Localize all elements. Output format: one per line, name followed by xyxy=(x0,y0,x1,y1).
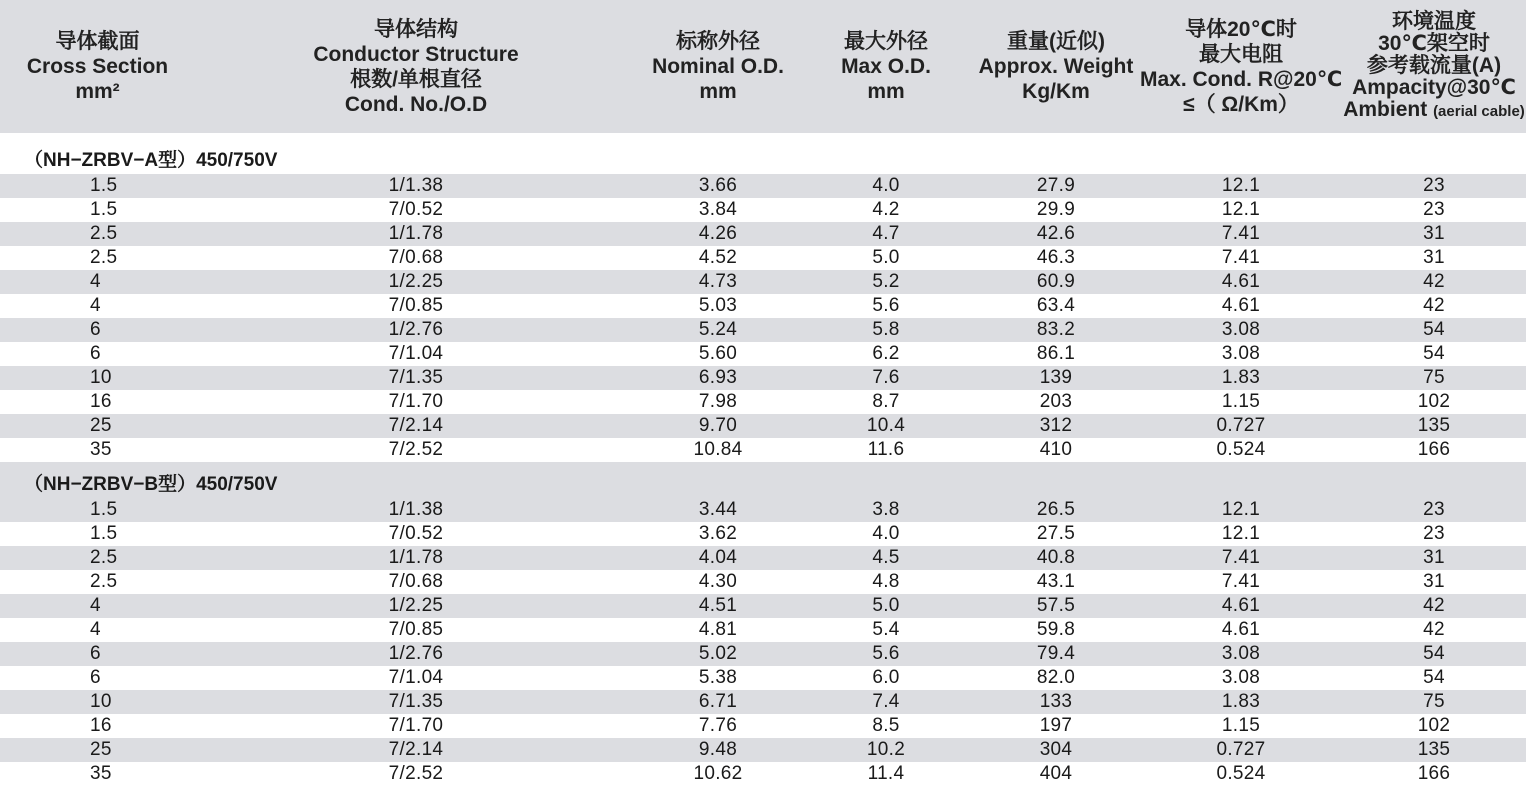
table-cell: 3.8 xyxy=(872,499,900,520)
table-cell: 9.48 xyxy=(698,739,738,760)
table-cell: 7/1.70 xyxy=(388,715,444,736)
table-cell: 12.1 xyxy=(1221,199,1261,220)
table-cell: 12.1 xyxy=(1221,499,1261,520)
table-cell: 166 xyxy=(1417,439,1451,460)
table-row xyxy=(0,666,1526,690)
table-cell: 5.0 xyxy=(872,595,900,616)
table-cell: 10.84 xyxy=(693,439,743,460)
table-cell: 5.24 xyxy=(698,319,738,340)
table-cell: 4.5 xyxy=(872,547,900,568)
table-cell: 16 xyxy=(90,715,112,736)
table-row xyxy=(0,690,1526,714)
table-cell: 7/0.85 xyxy=(388,619,444,640)
header-max-resistance: 导体20℃时 最大电阻 Max. Cond. R@20℃ ≤（ Ω/Km） xyxy=(1140,17,1343,116)
table-cell: 404 xyxy=(1039,763,1073,784)
table-cell: 6 xyxy=(90,643,101,664)
table-cell: 26.5 xyxy=(1036,499,1076,520)
table-cell: 4 xyxy=(90,595,101,616)
table-cell: 5.02 xyxy=(698,643,738,664)
table-cell: 43.1 xyxy=(1036,571,1076,592)
table-cell: 10 xyxy=(90,691,112,712)
table-cell: 5.0 xyxy=(872,247,900,268)
table-cell: 83.2 xyxy=(1036,319,1076,340)
table-cell: 4.51 xyxy=(698,595,738,616)
table-cell: 10.2 xyxy=(866,739,906,760)
table-cell: 1/2.76 xyxy=(388,643,444,664)
table-cell: 5.8 xyxy=(872,319,900,340)
table-cell: 4.26 xyxy=(698,223,738,244)
table-cell: 1.5 xyxy=(90,499,118,520)
table-cell: 25 xyxy=(90,415,112,436)
table-cell: 135 xyxy=(1417,415,1451,436)
table-cell: 57.5 xyxy=(1036,595,1076,616)
table-cell: 102 xyxy=(1417,391,1451,412)
table-cell: 31 xyxy=(1423,571,1445,592)
table-row xyxy=(0,174,1526,198)
table-cell: 2.5 xyxy=(90,547,118,568)
table-cell: 23 xyxy=(1423,175,1445,196)
table-cell: 63.4 xyxy=(1036,295,1076,316)
table-row xyxy=(0,498,1526,522)
table-cell: 7.76 xyxy=(698,715,738,736)
table-row xyxy=(0,318,1526,342)
table-cell: 135 xyxy=(1417,739,1451,760)
table-row xyxy=(0,522,1526,546)
table-cell: 10 xyxy=(90,367,112,388)
table-cell: 46.3 xyxy=(1036,247,1076,268)
table-cell: 29.9 xyxy=(1036,199,1076,220)
spacer-row xyxy=(0,133,1526,143)
table-cell: 410 xyxy=(1039,439,1073,460)
table-cell: 7/0.52 xyxy=(388,199,444,220)
header-max-od: 最大外径 Max O.D. mm xyxy=(841,30,931,103)
table-cell: 79.4 xyxy=(1036,643,1076,664)
section-title: （NH−ZRBV−A型）450/750V xyxy=(24,150,278,171)
table-cell: 166 xyxy=(1417,763,1451,784)
header-approx-weight: 重量(近似) Approx. Weight Kg/Km xyxy=(978,30,1134,103)
header-nominal-od: 标称外径 Nominal O.D. mm xyxy=(652,30,784,103)
table-cell: 7/1.04 xyxy=(388,343,444,364)
table-cell: 42 xyxy=(1423,295,1445,316)
table-row xyxy=(0,414,1526,438)
header-cross-section: 导体截面 Cross Section mm² xyxy=(26,30,169,103)
header-row xyxy=(0,0,1526,133)
table-cell: 4.61 xyxy=(1221,295,1261,316)
table-cell: 3.08 xyxy=(1221,319,1261,340)
table-cell: 7/1.35 xyxy=(388,691,444,712)
table-cell: 23 xyxy=(1423,523,1445,544)
table-cell: 42.6 xyxy=(1036,223,1076,244)
table-row xyxy=(0,642,1526,666)
table-cell: 5.6 xyxy=(872,643,900,664)
table-cell: 23 xyxy=(1423,499,1445,520)
table-cell: 35 xyxy=(90,439,112,460)
table-cell: 7/0.68 xyxy=(388,571,444,592)
table-cell: 4 xyxy=(90,271,101,292)
table-cell: 4.8 xyxy=(872,571,900,592)
table-row xyxy=(0,438,1526,462)
table-cell: 7.41 xyxy=(1221,223,1261,244)
table-cell: 82.0 xyxy=(1036,667,1076,688)
table-cell: 23 xyxy=(1423,199,1445,220)
table-cell: 1.5 xyxy=(90,523,118,544)
table-cell: 12.1 xyxy=(1221,523,1261,544)
table-cell: 6.93 xyxy=(698,367,738,388)
table-cell: 25 xyxy=(90,739,112,760)
table-cell: 5.4 xyxy=(872,619,900,640)
table-cell: 5.38 xyxy=(698,667,738,688)
table-cell: 7/2.14 xyxy=(388,415,444,436)
table-cell: 7.6 xyxy=(872,367,900,388)
table-row xyxy=(0,294,1526,318)
table-cell: 4.73 xyxy=(698,271,738,292)
table-cell: 4.2 xyxy=(872,199,900,220)
table-cell: 1/2.25 xyxy=(388,595,444,616)
table-cell: 3.62 xyxy=(698,523,738,544)
table-row xyxy=(0,270,1526,294)
table-cell: 7.98 xyxy=(698,391,738,412)
table-cell: 3.08 xyxy=(1221,343,1261,364)
table-cell: 86.1 xyxy=(1036,343,1076,364)
table-cell: 5.60 xyxy=(698,343,738,364)
table-cell: 7/0.68 xyxy=(388,247,444,268)
table-cell: 6 xyxy=(90,667,101,688)
table-cell: 1.15 xyxy=(1221,391,1261,412)
table-cell: 54 xyxy=(1423,667,1445,688)
table-cell: 4.61 xyxy=(1221,619,1261,640)
section-title: （NH−ZRBV−B型）450/750V xyxy=(24,474,278,495)
header-aerial-cable: (aerial cable) xyxy=(1433,102,1525,120)
table-cell: 4.04 xyxy=(698,547,738,568)
table-cell: 5.6 xyxy=(872,295,900,316)
table-cell: 5.03 xyxy=(698,295,738,316)
table-row xyxy=(0,594,1526,618)
header-conductor-structure: 导体结构 Conductor Structure 根数/单根直径 Cond. No./O.D xyxy=(313,17,519,116)
table-cell: 6 xyxy=(90,319,101,340)
table-cell: 35 xyxy=(90,763,112,784)
table-cell: 7.41 xyxy=(1221,571,1261,592)
table-row xyxy=(0,570,1526,594)
table-cell: 31 xyxy=(1423,223,1445,244)
table-row xyxy=(0,762,1526,786)
table-cell: 1.15 xyxy=(1221,715,1261,736)
table-cell: 10.62 xyxy=(693,763,743,784)
table-cell: 4.81 xyxy=(698,619,738,640)
table-row xyxy=(0,546,1526,570)
table-cell: 0.524 xyxy=(1216,763,1266,784)
table-cell: 54 xyxy=(1423,343,1445,364)
table-cell: 42 xyxy=(1423,619,1445,640)
table-cell: 3.08 xyxy=(1221,667,1261,688)
table-cell: 6.0 xyxy=(872,667,900,688)
table-cell: 60.9 xyxy=(1036,271,1076,292)
table-cell: 1.5 xyxy=(90,175,118,196)
table-cell: 6.71 xyxy=(698,691,738,712)
table-cell: 1/1.78 xyxy=(388,547,444,568)
table-cell: 4 xyxy=(90,619,101,640)
table-cell: 312 xyxy=(1039,415,1073,436)
table-cell: 102 xyxy=(1417,715,1451,736)
table-cell: 9.70 xyxy=(698,415,738,436)
table-cell: 75 xyxy=(1423,367,1445,388)
table-cell: 42 xyxy=(1423,595,1445,616)
table-body xyxy=(0,133,1526,786)
header-ambient: Ambient xyxy=(1343,97,1428,121)
table-row xyxy=(0,390,1526,414)
table-cell: 4.7 xyxy=(872,223,900,244)
table-cell: 3.84 xyxy=(698,199,738,220)
table-cell: 2.5 xyxy=(90,223,118,244)
table-cell: 8.7 xyxy=(872,391,900,412)
table-cell: 2.5 xyxy=(90,247,118,268)
table-cell: 0.727 xyxy=(1216,739,1266,760)
table-cell: 1/1.38 xyxy=(388,175,444,196)
section-title-row xyxy=(0,143,1526,174)
table-cell: 27.9 xyxy=(1036,175,1076,196)
table-row xyxy=(0,618,1526,642)
table-cell: 133 xyxy=(1039,691,1073,712)
table-cell: 7/2.14 xyxy=(388,739,444,760)
table-row xyxy=(0,366,1526,390)
table-row xyxy=(0,738,1526,762)
header-ampacity: 环境温度 30℃架空时 参考载流量(A) Ampacity@30℃ Ambient (aerial cable) xyxy=(1343,9,1525,121)
table-cell: 4.61 xyxy=(1221,271,1261,292)
table-cell: 5.2 xyxy=(872,271,900,292)
table-cell: 1/1.38 xyxy=(388,499,444,520)
table-row xyxy=(0,714,1526,738)
table-cell: 75 xyxy=(1423,691,1445,712)
table-cell: 3.08 xyxy=(1221,643,1261,664)
table-cell: 1/2.25 xyxy=(388,271,444,292)
table-cell: 197 xyxy=(1039,715,1073,736)
table-cell: 0.524 xyxy=(1216,439,1266,460)
table-cell: 7/1.70 xyxy=(388,391,444,412)
table-row xyxy=(0,246,1526,270)
table-cell: 7/2.52 xyxy=(388,439,444,460)
table-cell: 1.83 xyxy=(1221,691,1261,712)
table-cell: 42 xyxy=(1423,271,1445,292)
table-cell: 27.5 xyxy=(1036,523,1076,544)
table-cell: 203 xyxy=(1039,391,1073,412)
table-cell: 1/2.76 xyxy=(388,319,444,340)
table-cell: 11.6 xyxy=(867,439,905,460)
table-cell: 10.4 xyxy=(866,415,906,436)
table-cell: 7.4 xyxy=(872,691,900,712)
table-cell: 54 xyxy=(1423,319,1445,340)
table-cell: 7/0.85 xyxy=(388,295,444,316)
table-cell: 4.0 xyxy=(872,175,900,196)
table-cell: 3.66 xyxy=(698,175,738,196)
table-cell: 31 xyxy=(1423,247,1445,268)
table-cell: 7/0.52 xyxy=(388,523,444,544)
table-cell: 12.1 xyxy=(1221,175,1261,196)
table-cell: 0.727 xyxy=(1216,415,1266,436)
table-cell: 6 xyxy=(90,343,101,364)
table-cell: 11.4 xyxy=(867,763,905,784)
table-cell: 2.5 xyxy=(90,571,118,592)
table-cell: 4 xyxy=(90,295,101,316)
table-cell: 7.41 xyxy=(1221,247,1261,268)
table-cell: 16 xyxy=(90,391,112,412)
table-cell: 4.52 xyxy=(698,247,738,268)
table-row xyxy=(0,342,1526,366)
table-cell: 3.44 xyxy=(698,499,738,520)
table-cell: 1/1.78 xyxy=(388,223,444,244)
table-cell: 54 xyxy=(1423,643,1445,664)
table-cell: 4.0 xyxy=(872,523,900,544)
table-cell: 7/2.52 xyxy=(388,763,444,784)
table-row xyxy=(0,198,1526,222)
table-cell: 40.8 xyxy=(1036,547,1076,568)
table-cell: 7/1.04 xyxy=(388,667,444,688)
table-cell: 59.8 xyxy=(1036,619,1076,640)
table-cell: 8.5 xyxy=(872,715,900,736)
table-cell: 6.2 xyxy=(872,343,900,364)
table-cell: 7.41 xyxy=(1221,547,1261,568)
table-cell: 7/1.35 xyxy=(388,367,444,388)
table-cell: 4.30 xyxy=(698,571,738,592)
table-header xyxy=(0,0,1526,133)
table-cell: 4.61 xyxy=(1221,595,1261,616)
table-cell: 304 xyxy=(1039,739,1073,760)
table-cell: 139 xyxy=(1039,367,1073,388)
table-cell: 1.5 xyxy=(90,199,118,220)
table-row xyxy=(0,222,1526,246)
table-cell: 1.83 xyxy=(1221,367,1261,388)
section-title-row xyxy=(0,467,1526,498)
table-cell: 31 xyxy=(1423,547,1445,568)
